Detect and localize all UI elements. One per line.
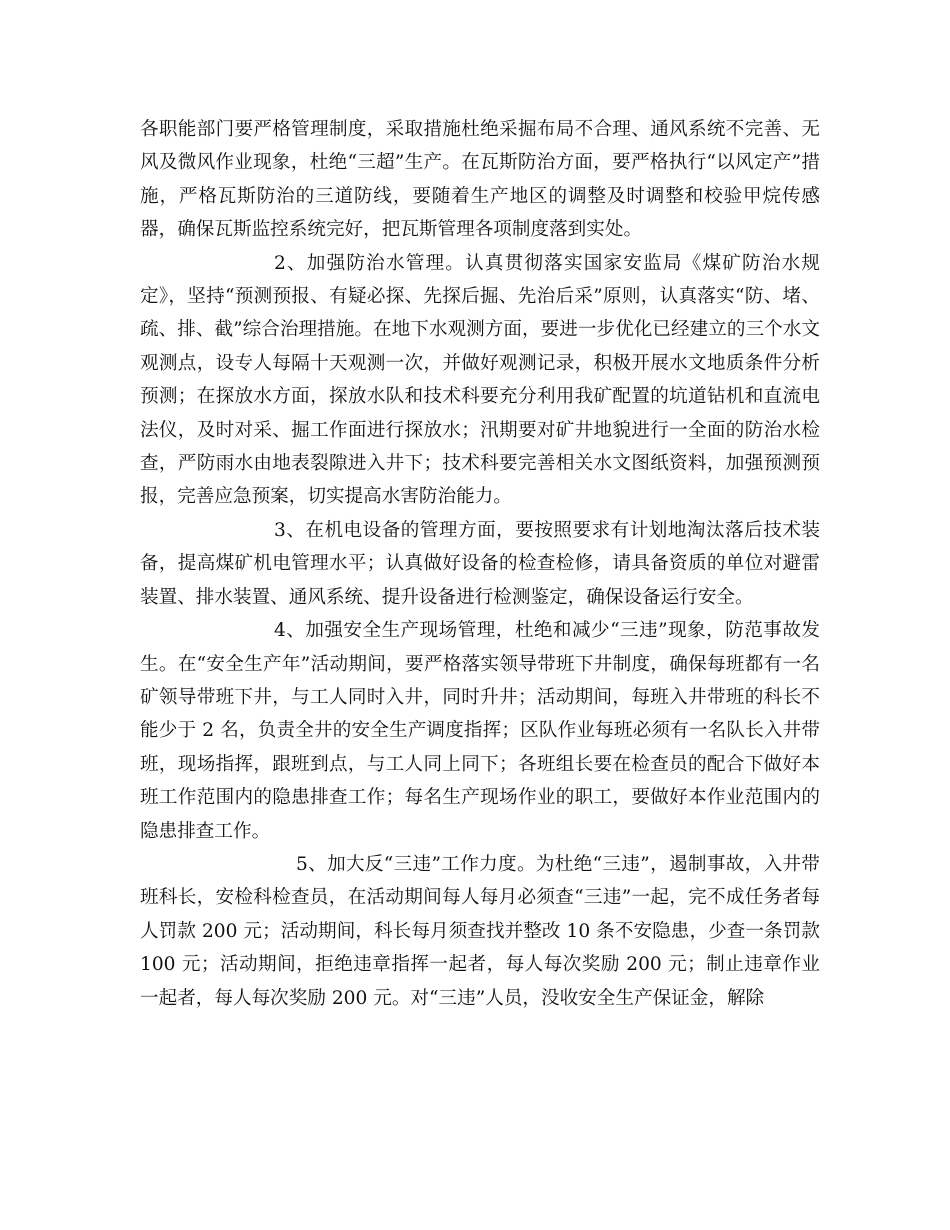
paragraph-anti-violation: 5、加大反“三违”工作力度。为杜绝“三违”，遏制事故，入井带班科长，安检科检查员，在活动期间每人每月必须查“三违”一起，完不成任务者每人罚款 200 元；活动期间，科长每月须查找并整改 10 条不安隐患，少查一条罚款 100 元；活动期间，拒绝违章指挥一起者，每人每次奖励 200 元；制止违章作业一起者，每人每次奖励 200 元。对“三违”人员，没收安全生产保证金，解除 [140,853,820,1009]
paragraph-equipment-management: 3、在机电设备的管理方面，要按照要求有计划地淘汰落后技术装备，提高煤矿机电管理水平；认真做好设备的检查检修，请具备资质的单位对避雷装置、排水装置、通风系统、提升设备进行检测鉴定，确保设备运行安全。 [140,519,820,608]
paragraph-site-management: 4、加强安全生产现场管理，杜绝和减少“三违”现象，防范事故发生。在“安全生产年”活动期间，要严格落实领导带班下井制度，确保每班都有一名矿领导带班下井，与工人同时入井，同时升井；活动期间，每班入井带班的科长不能少于 2 名，负责全井的安全生产调度指挥；区队作业每班必须有一名队长入井带班，现场指挥，跟班到点，与工人同上同下；各班组长要在检查员的配合下做好本班工作范围内的隐患排查工作；每名生产现场作业的职工，要做好本作业范围内的隐患排查工作。 [140,620,820,842]
document-page [140,113,820,1015]
paragraph-gas-management: 各职能部门要严格管理制度，采取措施杜绝采掘布局不合理、通风系统不完善、无风及微风作业现象，杜绝“三超”生产。在瓦斯防治方面，要严格执行“以风定产”措施，严格瓦斯防治的三道防线，要随着生产地区的调整及时调整和校验甲烷传感器，确保瓦斯监控系统完好，把瓦斯管理各项制度落到实处。 [140,119,820,241]
paragraph-water-prevention: 2、加强防治水管理。认真贯彻落实国家安监局《煤矿防治水规定》，坚持“预测预报、有疑必探、先探后掘、先治后采”原则，认真落实“防、堵、疏、排、截”综合治理措施。在地下水观测方面，要进一步优化已经建立的三个水文观测点，设专人每隔十天观测一次，并做好观测记录，积极开展水文地质条件分析预测；在探放水方面，探放水队和技术科要充分利用我矿配置的坑道钻机和直流电法仪，及时对采、掘工作面进行探放水；汛期要对矿井地貌进行一全面的防治水检查，严防雨水由地表裂隙进入井下；技术科要完善相关水文图纸资料，加强预测预报，完善应急预案，切实提高水害防治能力。 [140,252,820,508]
